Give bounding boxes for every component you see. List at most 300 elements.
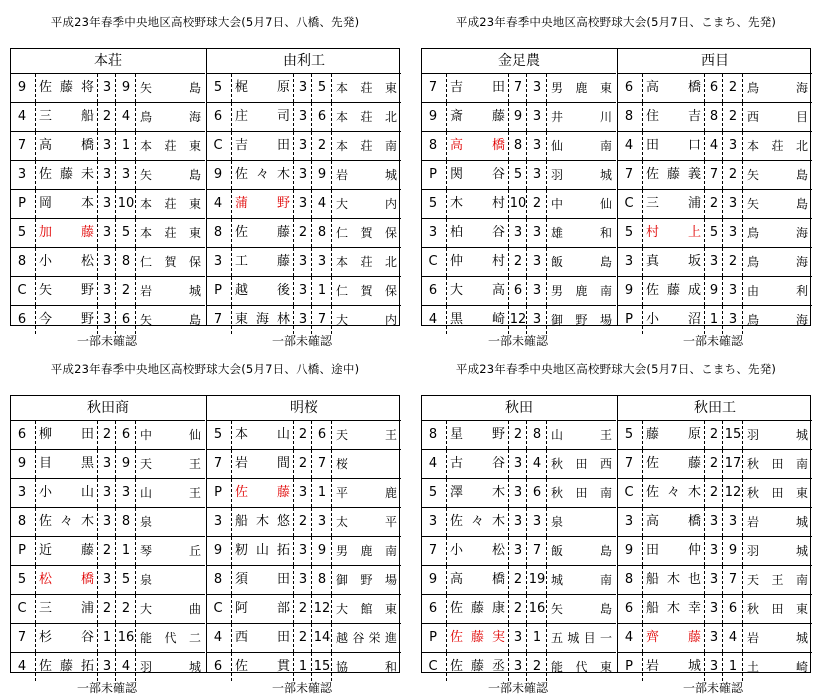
- table-row: [11, 189, 205, 218]
- position-cell: 3: [428, 514, 438, 529]
- table-top-left: [10, 14, 400, 348]
- grade-cell: 5: [704, 219, 723, 247]
- team-name: 秋田: [422, 396, 616, 421]
- player-name-cell: 三浦: [35, 595, 97, 623]
- table-row: [11, 131, 205, 160]
- table-row: [422, 160, 616, 189]
- player-name-cell: 本山: [231, 421, 293, 449]
- uniform-number-cell: 1: [115, 537, 136, 565]
- uniform-number-cell: 15: [311, 653, 332, 681]
- uniform-number-cell: 9: [115, 74, 136, 102]
- team-lineup-right: [206, 396, 401, 672]
- junior-high-cell: 平鹿: [331, 479, 401, 507]
- uniform-number-cell: 9: [115, 450, 136, 478]
- junior-high-cell: 本荘北: [331, 103, 401, 131]
- grade-cell: 3: [97, 161, 116, 189]
- table-bottom-right: [421, 361, 811, 695]
- table-row: [11, 276, 205, 305]
- uniform-number-cell: 6: [115, 306, 136, 334]
- player-name-cell: 住吉: [642, 103, 704, 131]
- grade-cell: 3: [97, 508, 116, 536]
- grade-cell: 2: [293, 624, 312, 652]
- player-name-cell: 松橋: [35, 566, 97, 594]
- player-name-cell: 黒崎: [446, 306, 508, 334]
- player-name-cell: 三船: [35, 103, 97, 131]
- grade-cell: 2: [293, 450, 312, 478]
- table-row: [207, 247, 401, 276]
- junior-high-cell: 協和: [331, 653, 401, 681]
- player-name-cell: 岡本: [35, 190, 97, 218]
- grade-cell: 2: [704, 479, 723, 507]
- junior-high-cell: 本荘北: [742, 132, 812, 160]
- position-cell: 5: [624, 225, 634, 240]
- table-row: [11, 594, 205, 623]
- table-row: [422, 594, 616, 623]
- position-cell: 4: [624, 138, 634, 153]
- table-row: [207, 305, 401, 334]
- table-row: [207, 623, 401, 652]
- position-cell: 9: [624, 543, 634, 558]
- lineup-grid: [421, 48, 811, 326]
- uniform-number-cell: 2: [115, 595, 136, 623]
- table-top-right: [421, 14, 811, 348]
- uniform-number-cell: 3: [526, 248, 547, 276]
- position-cell: C: [428, 254, 438, 269]
- grade-cell: 1: [704, 306, 723, 334]
- uniform-number-cell: 15: [722, 421, 743, 449]
- position-cell: 9: [17, 80, 27, 95]
- uniform-number-cell: 4: [115, 103, 136, 131]
- junior-high-cell: 矢島: [135, 74, 205, 102]
- table-row: [422, 652, 616, 681]
- team-lineup-left: [422, 49, 616, 325]
- junior-high-cell: 飯島: [546, 248, 616, 276]
- team-name: 秋田商: [11, 396, 205, 421]
- table-row: [618, 276, 812, 305]
- position-cell: 6: [428, 283, 438, 298]
- position-cell: 3: [428, 225, 438, 240]
- grade-cell: 2: [97, 421, 116, 449]
- player-name-cell: 関谷: [446, 161, 508, 189]
- player-name-cell: 田仲: [642, 537, 704, 565]
- unconfirmed-note: 一部未確認: [271, 334, 332, 348]
- table-row: [422, 565, 616, 594]
- junior-high-cell: 仁賀保: [331, 277, 401, 305]
- uniform-number-cell: 5: [115, 219, 136, 247]
- grade-cell: 3: [508, 219, 527, 247]
- uniform-number-cell: 3: [722, 132, 743, 160]
- junior-high-cell: 飯島: [546, 537, 616, 565]
- uniform-number-cell: 2: [311, 132, 332, 160]
- uniform-number-cell: 3: [526, 132, 547, 160]
- grade-cell: 2: [97, 537, 116, 565]
- position-cell: 7: [17, 138, 27, 153]
- table-row: [207, 74, 401, 102]
- grade-cell: 3: [704, 248, 723, 276]
- table-title: 平成23年春季中央地区高校野球大会(5月7日、こまち、先発): [455, 362, 777, 376]
- grade-cell: 3: [508, 653, 527, 681]
- uniform-number-cell: 3: [115, 479, 136, 507]
- junior-high-cell: 雄和: [546, 219, 616, 247]
- grade-cell: 12: [508, 306, 527, 334]
- junior-high-cell: 羽城: [742, 537, 812, 565]
- junior-high-cell: 鳥海: [742, 219, 812, 247]
- junior-high-cell: 本荘東: [135, 132, 205, 160]
- uniform-number-cell: 1: [526, 624, 547, 652]
- player-name-cell: 田口: [642, 132, 704, 160]
- team-lineup-left: [422, 396, 616, 672]
- position-cell: 9: [17, 456, 27, 471]
- position-cell: 7: [624, 167, 634, 182]
- player-name-cell: 仲村: [446, 248, 508, 276]
- table-row: [207, 218, 401, 247]
- player-name-cell: 目黒: [35, 450, 97, 478]
- junior-high-cell: 本荘東: [135, 190, 205, 218]
- table-row: [618, 536, 812, 565]
- table-row: [11, 74, 205, 102]
- grade-cell: 3: [97, 74, 116, 102]
- table-row: [11, 623, 205, 652]
- uniform-number-cell: 2: [526, 190, 547, 218]
- grade-cell: 3: [508, 479, 527, 507]
- player-rows: [422, 74, 616, 334]
- junior-high-cell: 大内: [331, 190, 401, 218]
- junior-high-cell: 琴丘: [135, 537, 205, 565]
- grade-cell: 2: [293, 508, 312, 536]
- position-cell: P: [214, 283, 222, 298]
- position-cell: 6: [17, 312, 27, 327]
- position-cell: 4: [213, 196, 223, 211]
- junior-high-cell: 西目: [742, 103, 812, 131]
- uniform-number-cell: 8: [526, 421, 547, 449]
- player-name-cell: 佐々木: [642, 479, 704, 507]
- table-row: [11, 449, 205, 478]
- unconfirmed-note: 一部未確認: [76, 681, 137, 695]
- junior-high-cell: 岩城: [331, 161, 401, 189]
- junior-high-cell: 鳥海: [742, 248, 812, 276]
- player-name-cell: 佐藤成: [642, 277, 704, 305]
- position-cell: 8: [213, 225, 223, 240]
- grade-cell: 2: [704, 450, 723, 478]
- position-cell: 9: [213, 543, 223, 558]
- table-row: [618, 623, 812, 652]
- position-cell: 3: [213, 254, 223, 269]
- team-lineup-right: [617, 49, 812, 325]
- table-row: [618, 131, 812, 160]
- player-name-cell: 蒲野: [231, 190, 293, 218]
- grade-cell: 2: [508, 248, 527, 276]
- grade-cell: 2: [293, 219, 312, 247]
- table-row: [422, 102, 616, 131]
- player-name-cell: 東海林: [231, 306, 293, 334]
- grade-cell: 3: [293, 74, 312, 102]
- table-row: [618, 652, 812, 681]
- grade-cell: 9: [704, 277, 723, 305]
- position-cell: 8: [624, 572, 634, 587]
- table-row: [207, 652, 401, 681]
- junior-high-cell: 能代東: [546, 653, 616, 681]
- junior-high-cell: 山王: [135, 479, 205, 507]
- junior-high-cell: 泉: [135, 508, 205, 536]
- uniform-number-cell: 2: [526, 653, 547, 681]
- junior-high-cell: 鳥海: [135, 103, 205, 131]
- player-name-cell: 大高: [446, 277, 508, 305]
- player-name-cell: 籾山拓: [231, 537, 293, 565]
- position-cell: C: [428, 659, 438, 674]
- uniform-number-cell: 3: [526, 306, 547, 334]
- position-cell: C: [624, 196, 634, 211]
- uniform-number-cell: 7: [526, 537, 547, 565]
- junior-high-cell: 中仙: [135, 421, 205, 449]
- uniform-number-cell: 8: [115, 508, 136, 536]
- uniform-number-cell: 6: [311, 103, 332, 131]
- player-name-cell: 村上: [642, 219, 704, 247]
- table-row: [207, 160, 401, 189]
- table-row: [422, 247, 616, 276]
- grade-cell: 2: [97, 103, 116, 131]
- grade-cell: 1: [97, 624, 116, 652]
- grade-cell: 3: [97, 653, 116, 681]
- table-row: [11, 160, 205, 189]
- table-row: [422, 623, 616, 652]
- junior-high-cell: 秋田東: [742, 595, 812, 623]
- player-name-cell: 阿部: [231, 595, 293, 623]
- grade-cell: 3: [293, 277, 312, 305]
- table-row: [11, 421, 205, 449]
- player-rows: [618, 74, 812, 334]
- junior-high-cell: 矢島: [135, 161, 205, 189]
- table-row: [207, 449, 401, 478]
- player-name-cell: 高橋: [446, 566, 508, 594]
- uniform-number-cell: 2: [115, 277, 136, 305]
- table-row: [422, 305, 616, 334]
- grade-cell: 5: [508, 161, 527, 189]
- position-cell: 6: [624, 80, 634, 95]
- position-cell: 4: [213, 630, 223, 645]
- junior-high-cell: 岩城: [135, 277, 205, 305]
- player-name-cell: 齊藤: [642, 624, 704, 652]
- uniform-number-cell: 9: [311, 537, 332, 565]
- lineup-grid: [10, 48, 400, 326]
- position-cell: 4: [428, 312, 438, 327]
- position-cell: P: [214, 485, 222, 500]
- team-name: 明桜: [207, 396, 401, 421]
- grade-cell: 6: [704, 74, 723, 102]
- grade-cell: 2: [97, 595, 116, 623]
- player-name-cell: 高橋: [642, 508, 704, 536]
- position-cell: 3: [624, 514, 634, 529]
- grade-cell: 3: [508, 450, 527, 478]
- junior-high-cell: 中仙: [546, 190, 616, 218]
- grade-cell: 8: [508, 132, 527, 160]
- table-row: [207, 131, 401, 160]
- position-cell: 3: [17, 167, 27, 182]
- player-name-cell: 古谷: [446, 450, 508, 478]
- junior-high-cell: 本荘南: [331, 132, 401, 160]
- team-name: 金足農: [422, 49, 616, 74]
- table-row: [618, 507, 812, 536]
- uniform-number-cell: 4: [311, 190, 332, 218]
- uniform-number-cell: 3: [722, 219, 743, 247]
- position-cell: 5: [17, 572, 27, 587]
- table-row: [422, 276, 616, 305]
- position-cell: 4: [624, 630, 634, 645]
- junior-high-cell: 天王: [135, 450, 205, 478]
- uniform-number-cell: 10: [115, 190, 136, 218]
- grade-cell: 3: [293, 161, 312, 189]
- junior-high-cell: 由利: [742, 277, 812, 305]
- uniform-number-cell: 6: [722, 595, 743, 623]
- table-row: [618, 449, 812, 478]
- table-row: [422, 449, 616, 478]
- position-cell: 7: [213, 312, 223, 327]
- player-name-cell: 佐藤将: [35, 74, 97, 102]
- table-row: [422, 507, 616, 536]
- player-rows: [207, 74, 401, 334]
- player-name-cell: 吉田: [446, 74, 508, 102]
- junior-high-cell: 仁賀保: [331, 219, 401, 247]
- junior-high-cell: 五城目一: [546, 624, 616, 652]
- player-rows: [11, 421, 205, 681]
- grade-cell: 3: [293, 248, 312, 276]
- position-cell: 5: [213, 427, 223, 442]
- player-name-cell: 佐藤康: [446, 595, 508, 623]
- uniform-number-cell: 3: [722, 190, 743, 218]
- grade-cell: 3: [293, 306, 312, 334]
- grade-cell: 2: [704, 421, 723, 449]
- player-name-cell: 木村: [446, 190, 508, 218]
- player-name-cell: 船木幸: [642, 595, 704, 623]
- player-name-cell: 船木也: [642, 566, 704, 594]
- table-row: [618, 189, 812, 218]
- junior-high-cell: 羽城: [135, 653, 205, 681]
- grade-cell: 3: [293, 132, 312, 160]
- uniform-number-cell: 3: [526, 161, 547, 189]
- grade-cell: 2: [508, 566, 527, 594]
- table-bottom-left: [10, 361, 400, 695]
- player-name-cell: 岩間: [231, 450, 293, 478]
- table-row: [207, 421, 401, 449]
- uniform-number-cell: 12: [311, 595, 332, 623]
- position-cell: 8: [624, 109, 634, 124]
- grade-cell: 3: [704, 653, 723, 681]
- junior-high-cell: 男鹿東: [546, 74, 616, 102]
- position-cell: 9: [624, 283, 634, 298]
- table-row: [11, 565, 205, 594]
- team-lineup-right: [617, 396, 812, 672]
- player-name-cell: 小松: [35, 248, 97, 276]
- table-row: [207, 478, 401, 507]
- grade-cell: 3: [97, 248, 116, 276]
- table-title: 平成23年春季中央地区高校野球大会(5月7日、八橋、途中): [50, 362, 360, 376]
- player-name-cell: 高橋: [446, 132, 508, 160]
- junior-high-cell: 鳥海: [742, 306, 812, 334]
- lineup-grid: [421, 395, 811, 673]
- position-cell: P: [18, 543, 26, 558]
- grade-cell: 3: [508, 624, 527, 652]
- grade-cell: 3: [704, 537, 723, 565]
- position-cell: 8: [17, 254, 27, 269]
- junior-high-cell: 男鹿南: [546, 277, 616, 305]
- junior-high-cell: 大内: [331, 306, 401, 334]
- unconfirmed-note: 一部未確認: [682, 334, 743, 348]
- player-name-cell: 佐貫: [231, 653, 293, 681]
- player-name-cell: 吉田: [231, 132, 293, 160]
- player-rows: [11, 74, 205, 334]
- uniform-number-cell: 3: [526, 103, 547, 131]
- player-name-cell: 庄司: [231, 103, 293, 131]
- team-lineup-left: [11, 396, 205, 672]
- player-name-cell: 佐藤: [642, 450, 704, 478]
- uniform-number-cell: 3: [722, 306, 743, 334]
- uniform-number-cell: 3: [722, 277, 743, 305]
- player-name-cell: 小沼: [642, 306, 704, 334]
- position-cell: P: [625, 659, 633, 674]
- uniform-number-cell: 6: [115, 421, 136, 449]
- junior-high-cell: 大館東: [331, 595, 401, 623]
- position-cell: C: [213, 138, 223, 153]
- grade-cell: 8: [704, 103, 723, 131]
- table-title: 平成23年春季中央地区高校野球大会(5月7日、こまち、先発): [455, 15, 777, 29]
- player-name-cell: 佐々木: [35, 508, 97, 536]
- grade-cell: 10: [508, 190, 527, 218]
- position-cell: 6: [624, 601, 634, 616]
- player-rows: [207, 421, 401, 681]
- player-name-cell: 加藤: [35, 219, 97, 247]
- position-cell: 4: [17, 109, 27, 124]
- position-cell: 8: [213, 572, 223, 587]
- uniform-number-cell: 7: [311, 306, 332, 334]
- junior-high-cell: 泉: [546, 508, 616, 536]
- grade-cell: 2: [704, 190, 723, 218]
- uniform-number-cell: 3: [722, 508, 743, 536]
- table-row: [207, 276, 401, 305]
- grade-cell: 3: [293, 566, 312, 594]
- junior-high-cell: 能代二: [135, 624, 205, 652]
- junior-high-cell: 矢島: [135, 306, 205, 334]
- table-row: [422, 189, 616, 218]
- player-name-cell: 高橋: [642, 74, 704, 102]
- uniform-number-cell: 8: [115, 248, 136, 276]
- uniform-number-cell: 2: [722, 74, 743, 102]
- table-row: [618, 305, 812, 334]
- unconfirmed-note: 一部未確認: [487, 681, 548, 695]
- table-row: [618, 565, 812, 594]
- team-name: 秋田工: [618, 396, 812, 421]
- player-name-cell: 今野: [35, 306, 97, 334]
- uniform-number-cell: 3: [526, 508, 547, 536]
- position-cell: 7: [17, 630, 27, 645]
- grade-cell: 7: [704, 161, 723, 189]
- team-name: 西目: [618, 49, 812, 74]
- junior-high-cell: 城南: [546, 566, 616, 594]
- table-row: [422, 421, 616, 449]
- table-title: 平成23年春季中央地区高校野球大会(5月7日、八橋、先発): [50, 15, 360, 29]
- uniform-number-cell: 9: [722, 537, 743, 565]
- junior-high-cell: 秋田南: [742, 450, 812, 478]
- uniform-number-cell: 2: [722, 248, 743, 276]
- junior-high-cell: 泉: [135, 566, 205, 594]
- grade-cell: 3: [97, 219, 116, 247]
- position-cell: 6: [428, 601, 438, 616]
- position-cell: 3: [17, 485, 27, 500]
- junior-high-cell: 桜: [331, 450, 401, 478]
- player-name-cell: 船木悠: [231, 508, 293, 536]
- table-row: [11, 305, 205, 334]
- uniform-number-cell: 8: [311, 219, 332, 247]
- table-row: [618, 160, 812, 189]
- player-name-cell: 三浦: [642, 190, 704, 218]
